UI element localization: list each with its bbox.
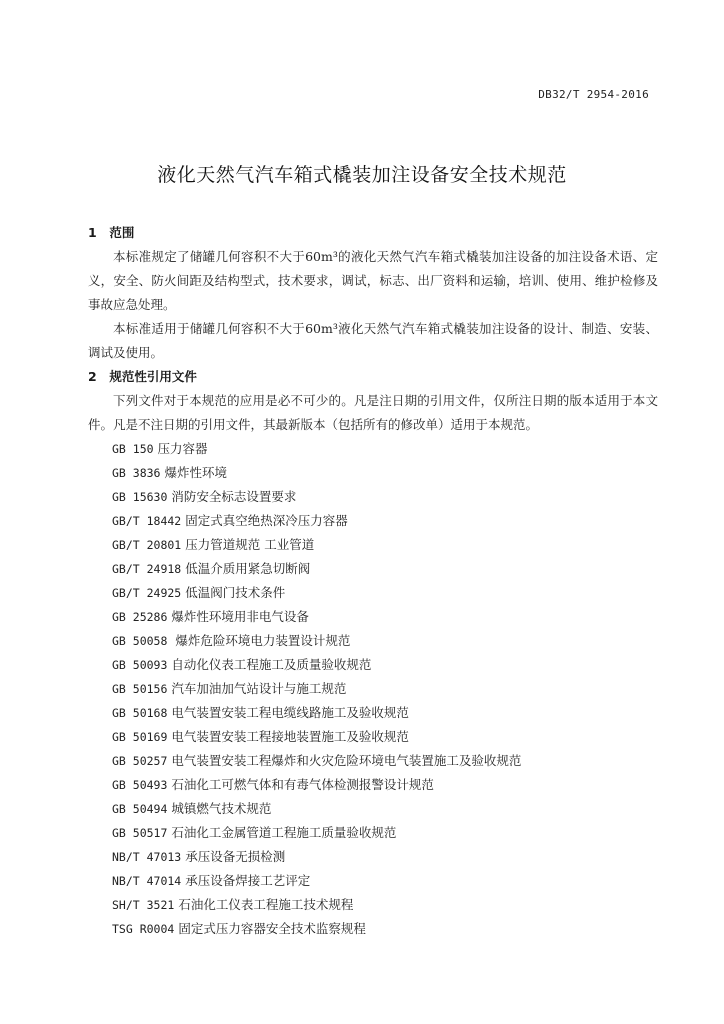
reference-name: 石油化工可燃气体和有毒气体检测报警设计规范 [171, 777, 434, 792]
reference-name: 石油化工金属管道工程施工质量验收规范 [171, 825, 397, 840]
reference-name: 电气装置安装工程接地装置施工及验收规范 [171, 729, 409, 744]
reference-item [88, 773, 658, 797]
reference-code: SH/T 3521 [112, 898, 175, 912]
section-number: 1 [88, 225, 97, 240]
reference-code: GB/T 20801 [112, 538, 182, 552]
scope-paragraph-1: 本标准规定了储罐几何容积不大于60m³的液化天然气汽车箱式橇装加注设备的加注设备术语、定义，安全、防火间距及结构型式，技术要求，调试，标志、出厂资料和运输，培训、使用、维护检修及事故应急处理。 [88, 249, 658, 312]
reference-name: 低温阀门技术条件 [185, 585, 286, 600]
reference-item [88, 797, 658, 821]
references-intro-paragraph: 下列文件对于本规范的应用是必不可少的。凡是注日期的引用文件，仅所注日期的版本适用于本文件。凡是不注日期的引用文件，其最新版本（包括所有的修改单）适用于本规范。 [88, 393, 658, 432]
reference-item [88, 893, 658, 917]
reference-code: GB 50494 [112, 802, 168, 816]
reference-item [88, 533, 658, 557]
document-title: 液化天然气汽车箱式橇装加注设备安全技术规范 [157, 164, 567, 186]
reference-code: GB 3836 [112, 466, 161, 480]
reference-item [88, 653, 658, 677]
reference-code: GB 50169 [112, 730, 168, 744]
scope-paragraph-2: 本标准适用于储罐几何容积不大于60m³液化天然气汽车箱式橇装加注设备的设计、制造、安装、调试及使用。 [88, 321, 658, 360]
reference-code: GB 150 [112, 442, 154, 456]
reference-item [88, 701, 658, 725]
reference-code: GB 50093 [112, 658, 168, 672]
reference-item [88, 677, 658, 701]
reference-name: 承压设备焊接工艺评定 [185, 873, 311, 888]
reference-list [88, 437, 658, 941]
reference-name: 压力管道规范 工业管道 [185, 537, 315, 552]
reference-code: GB 15630 [112, 490, 168, 504]
reference-code: NB/T 47013 [112, 850, 182, 864]
reference-item [88, 557, 658, 581]
reference-item [88, 581, 658, 605]
section-title: 范围 [109, 225, 135, 240]
reference-name: 汽车加油加气站设计与施工规范 [171, 681, 347, 696]
reference-item [88, 605, 658, 629]
reference-code: GB/T 24918 [112, 562, 182, 576]
reference-item [88, 629, 658, 653]
reference-name: 电气装置安装工程爆炸和火灾危险环境电气装置施工及验收规范 [171, 753, 522, 768]
reference-name: 石油化工仪表工程施工技术规程 [178, 897, 354, 912]
reference-name: 城镇燃气技术规范 [171, 801, 272, 816]
reference-item [88, 437, 658, 461]
reference-item [88, 725, 658, 749]
reference-item [88, 509, 658, 533]
reference-name: 爆炸危险环境电力装置设计规范 [171, 633, 351, 648]
reference-code: GB 50493 [112, 778, 168, 792]
section-number: 2 [88, 369, 97, 384]
reference-item [88, 821, 658, 845]
section-title: 规范性引用文件 [109, 369, 197, 384]
reference-name: 承压设备无损检测 [185, 849, 286, 864]
reference-code: GB 50257 [112, 754, 168, 768]
reference-code: GB 25286 [112, 610, 168, 624]
reference-name: 消防安全标志设置要求 [171, 489, 297, 504]
reference-name: 电气装置安装工程电缆线路施工及验收规范 [171, 705, 409, 720]
reference-name: 自动化仪表工程施工及质量验收规范 [171, 657, 372, 672]
reference-code: GB 50156 [112, 682, 168, 696]
reference-name: 爆炸性环境用非电气设备 [171, 609, 309, 624]
reference-item [88, 461, 658, 485]
section-heading-scope [88, 221, 658, 245]
reference-item [88, 869, 658, 893]
reference-item [88, 917, 658, 941]
reference-code: GB/T 24925 [112, 586, 182, 600]
document-code: DB32/T 2954-2016 [538, 88, 649, 101]
reference-code: GB 50058 [112, 634, 168, 648]
section-heading-normative-references [88, 365, 658, 389]
reference-name: 低温介质用紧急切断阀 [185, 561, 311, 576]
reference-code: TSG R0004 [112, 922, 175, 936]
reference-code: GB 50168 [112, 706, 168, 720]
reference-name: 固定式压力容器安全技术监察规程 [178, 921, 366, 936]
document-body [88, 221, 658, 941]
reference-code: GB/T 18442 [112, 514, 182, 528]
reference-code: NB/T 47014 [112, 874, 182, 888]
reference-item [88, 749, 658, 773]
reference-name: 压力容器 [157, 441, 208, 456]
reference-item [88, 485, 658, 509]
reference-name: 固定式真空绝热深冷压力容器 [185, 513, 348, 528]
reference-code: GB 50517 [112, 826, 168, 840]
reference-item [88, 845, 658, 869]
reference-name: 爆炸性环境 [164, 465, 227, 480]
